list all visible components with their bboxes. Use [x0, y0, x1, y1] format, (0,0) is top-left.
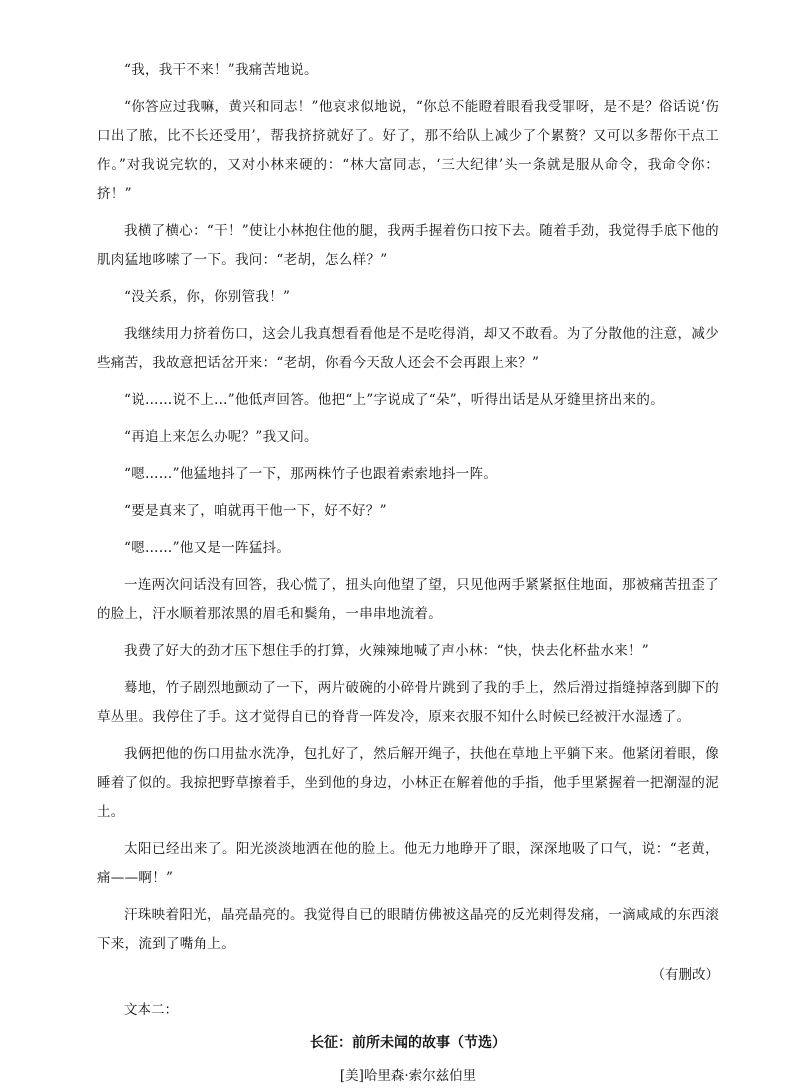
paragraph: 我费了好大的劲才压下想住手的打算，火辣辣地喊了声小林：“快，快去化杯盐水来！” — [124, 643, 650, 659]
section-title: 长征：前所未闻的故事（节选） — [310, 1035, 506, 1051]
paragraph: 我继续用力挤着伤口，这会儿我真想看看他是不是吃得消，却又不敢看。为了分散他的注意，减少些痛苦，我故意把话岔开来：“老胡，你看今天敌人还会不会再跟上来？” — [97, 326, 719, 371]
paragraph: 蓦地，竹子剧烈地颤动了一下，两片破碗的小碎骨片跳到了我的手上，然后滑过指缝掉落到脚下的草丛里。我停住了手。这才觉得自已的脊背一阵发冷，原来衣服不知什么时候已经被汗水湿透了。 — [97, 680, 719, 725]
paragraph: 一连两次问话没有回答，我心慌了，扭头向他望了望，只见他两手紧紧抠住地面，那被痛苦扭歪了的脸上，汗水顺着那浓黑的眉毛和鬓角，一串串地流着。 — [97, 577, 719, 622]
paragraph: 我俩把他的伤口用盐水洗净，包扎好了，然后解开绳子，扶他在草地上平躺下来。他紧闭着眼，像睡着了似的。我掠把野草擦着手，坐到他的身边，小林正在解着他的手指，他手里紧握着一把潮湿的泥土。 — [97, 746, 719, 820]
paragraph: “再追上来怎么办呢？”我又问。 — [124, 429, 318, 445]
source-note: （有删改） — [651, 967, 719, 983]
paragraph: “嗯……”他猛地抖了一下，那两株竹子也跟着索索地抖一阵。 — [124, 466, 498, 482]
paragraph: “说……说不上…”他低声回答。他把“上”字说成了“朵”，听得出话是从牙缝里挤出来的。 — [124, 392, 665, 408]
paragraph: “你答应过我嘛，黄兴和同志！”他哀求似地说，“你总不能瞪着眼看我受罪呀，是不是？俗话说‘伤口出了脓，比不长还受用’，帮我挤挤就好了。好了，那不给队上减少了个累赘？又可以多帮你干点工作。”对我说完软的，又对小林来硬的：“林大富同志，‘三大纪律’头一条就是服从命令，我命令你：挤！” — [97, 99, 719, 202]
paragraph: 汗珠映着阳光，晶亮晶亮的。我觉得自已的眼睛仿佛被这晶亮的反光刺得发痛，一滴咸咸的东西滚下来，流到了嘴角上。 — [97, 907, 719, 952]
paragraph: “要是真来了，咱就再干他一下，好不好？” — [124, 503, 387, 519]
paragraph: “嗯……”他又是一阵猛抖。 — [124, 540, 291, 556]
paragraph: “没关系，你，你别管我！” — [124, 289, 291, 305]
paragraph: 我横了横心：“干！”使让小林抱住他的腿，我两手握着伤口按下去。随着手劲，我觉得手底下他的肌肉猛地哆嗦了一下。我问：“老胡，怎么样？” — [97, 223, 719, 268]
document-page — [97, 56, 719, 1091]
author-line: [美]哈里森·索尔兹伯里 — [339, 1068, 477, 1084]
paragraph: 太阳已经出来了。阳光淡淡地洒在他的脸上。他无力地睁开了眼，深深地吸了口气，说：“老黄，痛——啊！” — [97, 841, 719, 886]
paragraph: “我，我干不来！”我痛苦地说。 — [124, 62, 318, 78]
section-label: 文本二： — [124, 1002, 178, 1018]
